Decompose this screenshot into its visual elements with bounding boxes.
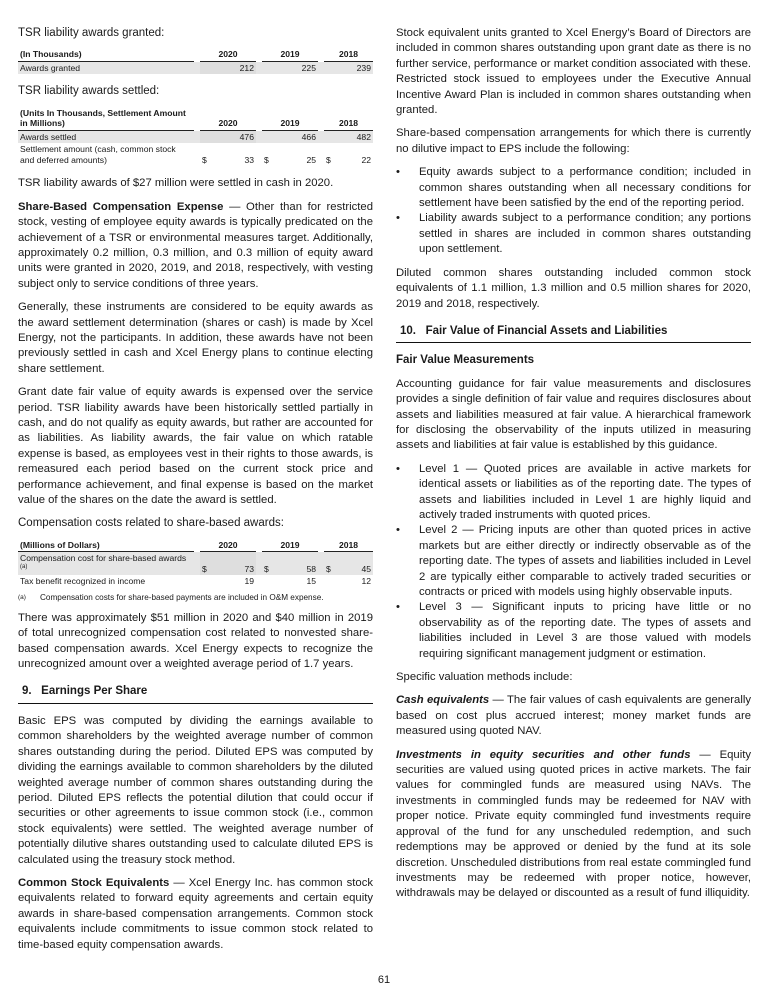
right-column: [396, 26, 751, 910]
bullet-icon: •: [396, 166, 400, 179]
investments-paragraph: Investments in equity securities and other funds — Equity securities are valued using quoted prices in active markets. The fair values for commingled funds are measured using NAVs. The investments in commingled funds may be redeemed for NAV with proper notice. Private equity commingled fund investments require approval of the fund for any unscheduled redemption, and such redemptions may be approved or denied by the fund at its sole discretion. Unscheduled distributions from real estate commingled fund investments may be redeemed with proper notice, however, withdrawals may be delayed or discounted as a result of fund illiquidity.: [396, 748, 751, 900]
list-item: • Level 2 — Pricing inputs are other than quoted prices in active markets but are either directly or indirectly observable as of the reporting date. The types of assets and liabilities included in Level 2 are typically either comparable to actively traded securities or contracts or priced with models using highly observable inputs.: [396, 523, 751, 600]
table-header-year: 2018: [324, 540, 373, 553]
cash-equivalents-paragraph: Cash equivalents — The fair values of cash equivalents are generally based on cost plus accrued interest; money market funds are measured using quoted NAV.: [396, 694, 751, 738]
table-header-row: [18, 49, 373, 62]
footnote-text: Compensation costs for share-based payments are included in O&M expense.: [40, 592, 324, 602]
bullet-icon: •: [396, 212, 400, 225]
sbce-paragraph: Share-Based Compensation Expense — Other than for restricted stock, vesting of employee equity awards is typically predicated on the achievement of a TSR or environmental measures target. Additionally, approximately 0.2 million, 0.3 million, and 0.3 million of equity award units were granted in 2020, 2019, and 2018, respectively, with vesting subject only to service conditions of three years.: [18, 200, 373, 290]
currency-symbol: $: [262, 552, 274, 575]
bullet-icon: •: [396, 524, 400, 537]
cell-2018: 239: [336, 62, 373, 75]
tsr-settled-label: TSR liability awards settled:: [18, 85, 160, 98]
accounting-guidance-paragraph: Accounting guidance for fair value measurements and disclosures provides a single definition of fair value and requires disclosures about assets and liabilities measured at fair value. A hierarchical framework for disclosing the observability of the inputs utilized in measuring assets and liabilities at fair value is established by this guidance.: [396, 377, 751, 452]
table-header-year: 2019: [262, 49, 318, 62]
subheading-fair-value-measurements: Fair Value Measurements: [396, 354, 535, 367]
footnote-mark: (a): [18, 593, 26, 601]
row-label: Awards granted: [18, 62, 194, 75]
left-column: [18, 26, 373, 961]
fair-value-levels-list: [396, 462, 751, 662]
row-label: Awards settled: [18, 131, 194, 144]
cell-2018: 12: [361, 576, 371, 587]
cell-2019: 225: [274, 62, 318, 75]
section-heading-fair-value: 10. Fair Value of Financial Assets and Liabilities: [396, 324, 751, 343]
cell-2018: 45: [336, 552, 373, 575]
cse-heading: Common Stock Equivalents: [18, 876, 170, 889]
generally-paragraph: Generally, these instruments are considered to be equity awards as the award settlement determination (shares or cash) is made by Xcel Energy, not the participants. In addition, these awards have not been previously settled in cash and Xcel Energy plans to continue electing share settlement.: [18, 301, 373, 375]
currency-symbol: $: [200, 552, 212, 575]
footnote-ref: (a): [20, 563, 28, 570]
stock-equiv-paragraph: Stock equivalent units granted to Xcel Energy’s Board of Directors are included in common shares outstanding upon grant date as there is no further service, performance or market condition associated with these. Restricted stock issued to employees under the Executive Annual Incentive Award Plan is included in common shares outstanding when granted.: [396, 27, 751, 117]
tsr-settled-table: [18, 108, 373, 167]
tsr-cash-paragraph: TSR liability awards of $27 million were settled in cash in 2020.: [18, 177, 334, 190]
unrecognized-paragraph: There was approximately $51 million in 2020 and $40 million in 2019 of total unrecognized compensation cost related to nonvested share-based compensation awards. Xcel Energy expects to recognize the unrecognized amount over a weighted average period of 1.7 years.: [18, 611, 373, 671]
no-dilutive-paragraph: Share-based compensation arrangements for which there is currently no dilutive impact to EPS include the following:: [396, 127, 751, 155]
section-heading-earnings-per-share: 9. Earnings Per Share: [18, 684, 373, 703]
tsr-granted-table: [18, 49, 373, 74]
list-item: • Equity awards subject to a performance condition; included in common shares outstanding when all necessary conditions for settlement have been satisfied by the end of the reporting period.: [396, 165, 751, 211]
cash-equivalents-heading: Cash equivalents: [396, 694, 490, 707]
page-number: 61: [377, 974, 391, 986]
row-label: Compensation cost for share-based awards $^{(a)}$: [18, 552, 194, 575]
cse-paragraph: Common Stock Equivalents — Xcel Energy Inc. has common stock equivalents related to forward equity agreements and certain equity awards in share-based compensation arrangements. Common stock equivalents include commitments to issue common stock related to time-based equity compensation awards.: [18, 876, 373, 951]
table-row: [18, 552, 373, 575]
row-label: Tax benefit recognized in income: [20, 576, 146, 587]
no-dilutive-list: [396, 165, 751, 257]
footnote: [18, 592, 373, 603]
cell-2018: 22: [361, 154, 371, 165]
cell-2020: 19: [244, 576, 254, 587]
currency-symbol: $: [264, 154, 269, 165]
investments-heading: Investments in equity securities and other funds: [396, 748, 691, 761]
table-row: [18, 575, 373, 588]
table-header-label: (In Thousands): [18, 49, 194, 62]
bullet-icon: •: [396, 462, 400, 475]
table-header-year: 2019: [262, 108, 318, 131]
diluted-paragraph: Diluted common shares outstanding included common stock equivalents of 1.1 million, 1.3 million and 0.5 million shares for 2020, 2019 and 2018, respectively.: [396, 266, 751, 310]
list-item: • Level 3 — Significant inputs to pricing have little or no observability as of the reporting date. The types of assets and liabilities included in Level 3 are those valued with models requiring significant management judgment or estimation.: [396, 600, 751, 662]
grant-date-paragraph: Grant date fair value of equity awards is expensed over the service period. TSR liability awards have been historically settled partially in cash, and do not qualify as equity awards, but rather are accounted for as liabilities. As liability awards, the fair value on which ratable expense is based, as employees vest in their rights to those awards, is remeasured each period based on the current stock price and performance achievement, and final expense is based on the market value of the shares on the date the award is settled.: [18, 386, 373, 507]
cell-2019: 466: [274, 131, 318, 144]
table-header-row: [18, 540, 373, 553]
cell-2019: 25: [306, 154, 316, 165]
currency-symbol: $: [202, 154, 207, 165]
cell-2019: 15: [306, 576, 316, 587]
table-header-year: 2018: [324, 108, 373, 131]
cell-2020: 212: [212, 62, 256, 75]
table-header-label: (Units In Thousands, Settlement Amount in Millions): [18, 108, 194, 131]
cell-2019: 58: [274, 552, 318, 575]
table-row: [18, 131, 373, 144]
sbce-heading: Share-Based Compensation Expense: [18, 200, 224, 213]
bullet-icon: •: [396, 601, 400, 614]
specific-methods-paragraph: Specific valuation methods include:: [396, 671, 573, 684]
cell-2020: 33: [244, 154, 254, 165]
cell-2020: 476: [212, 131, 256, 144]
table-header-year: 2020: [200, 540, 256, 553]
cell-2020: 73: [212, 552, 256, 575]
table-header-year: 2019: [262, 540, 318, 553]
basic-eps-paragraph: Basic EPS was computed by dividing the earnings available to common shareholders by the weighted average number of common shares outstanding during the period. Diluted EPS was computed by dividing the earnings available to common shareholders by the diluted weighted average number of common shares outstanding during the period. Diluted EPS reflects the potential dilution that could occur if securities or other agreements to issue common stock (i.e., common stock equivalents) were settled. The weighted average number of potentially dilutive shares outstanding used to calculate diluted EPS is calculated using the treasury stock method.: [18, 714, 373, 866]
comp-costs-table: [18, 540, 373, 588]
currency-symbol: $: [326, 154, 331, 165]
table-header-year: 2020: [200, 108, 256, 131]
row-label: Settlement amount (cash, common stock and deferred amounts): [20, 144, 176, 165]
table-header-year: 2018: [324, 49, 373, 62]
table-header-row: [18, 108, 373, 131]
comp-costs-label: Compensation costs related to share-based awards:: [18, 517, 284, 530]
currency-symbol: $: [324, 552, 336, 575]
list-item: • Liability awards subject to a performance condition; any portions settled in shares are included in common shares outstanding upon settlement.: [396, 211, 751, 257]
table-header-year: 2020: [200, 49, 256, 62]
tsr-granted-label: TSR liability awards granted:: [18, 27, 165, 39]
list-item: • Level 1 — Quoted prices are available in active markets for identical assets or liabilities as of the reporting date. The types of assets and liabilities included in Level 1 are highly liquid and actively traded instruments with quoted prices.: [396, 462, 751, 524]
table-row: [18, 62, 373, 75]
table-header-label: (Millions of Dollars): [18, 540, 194, 553]
cell-2018: 482: [336, 131, 373, 144]
table-row: [18, 143, 373, 166]
